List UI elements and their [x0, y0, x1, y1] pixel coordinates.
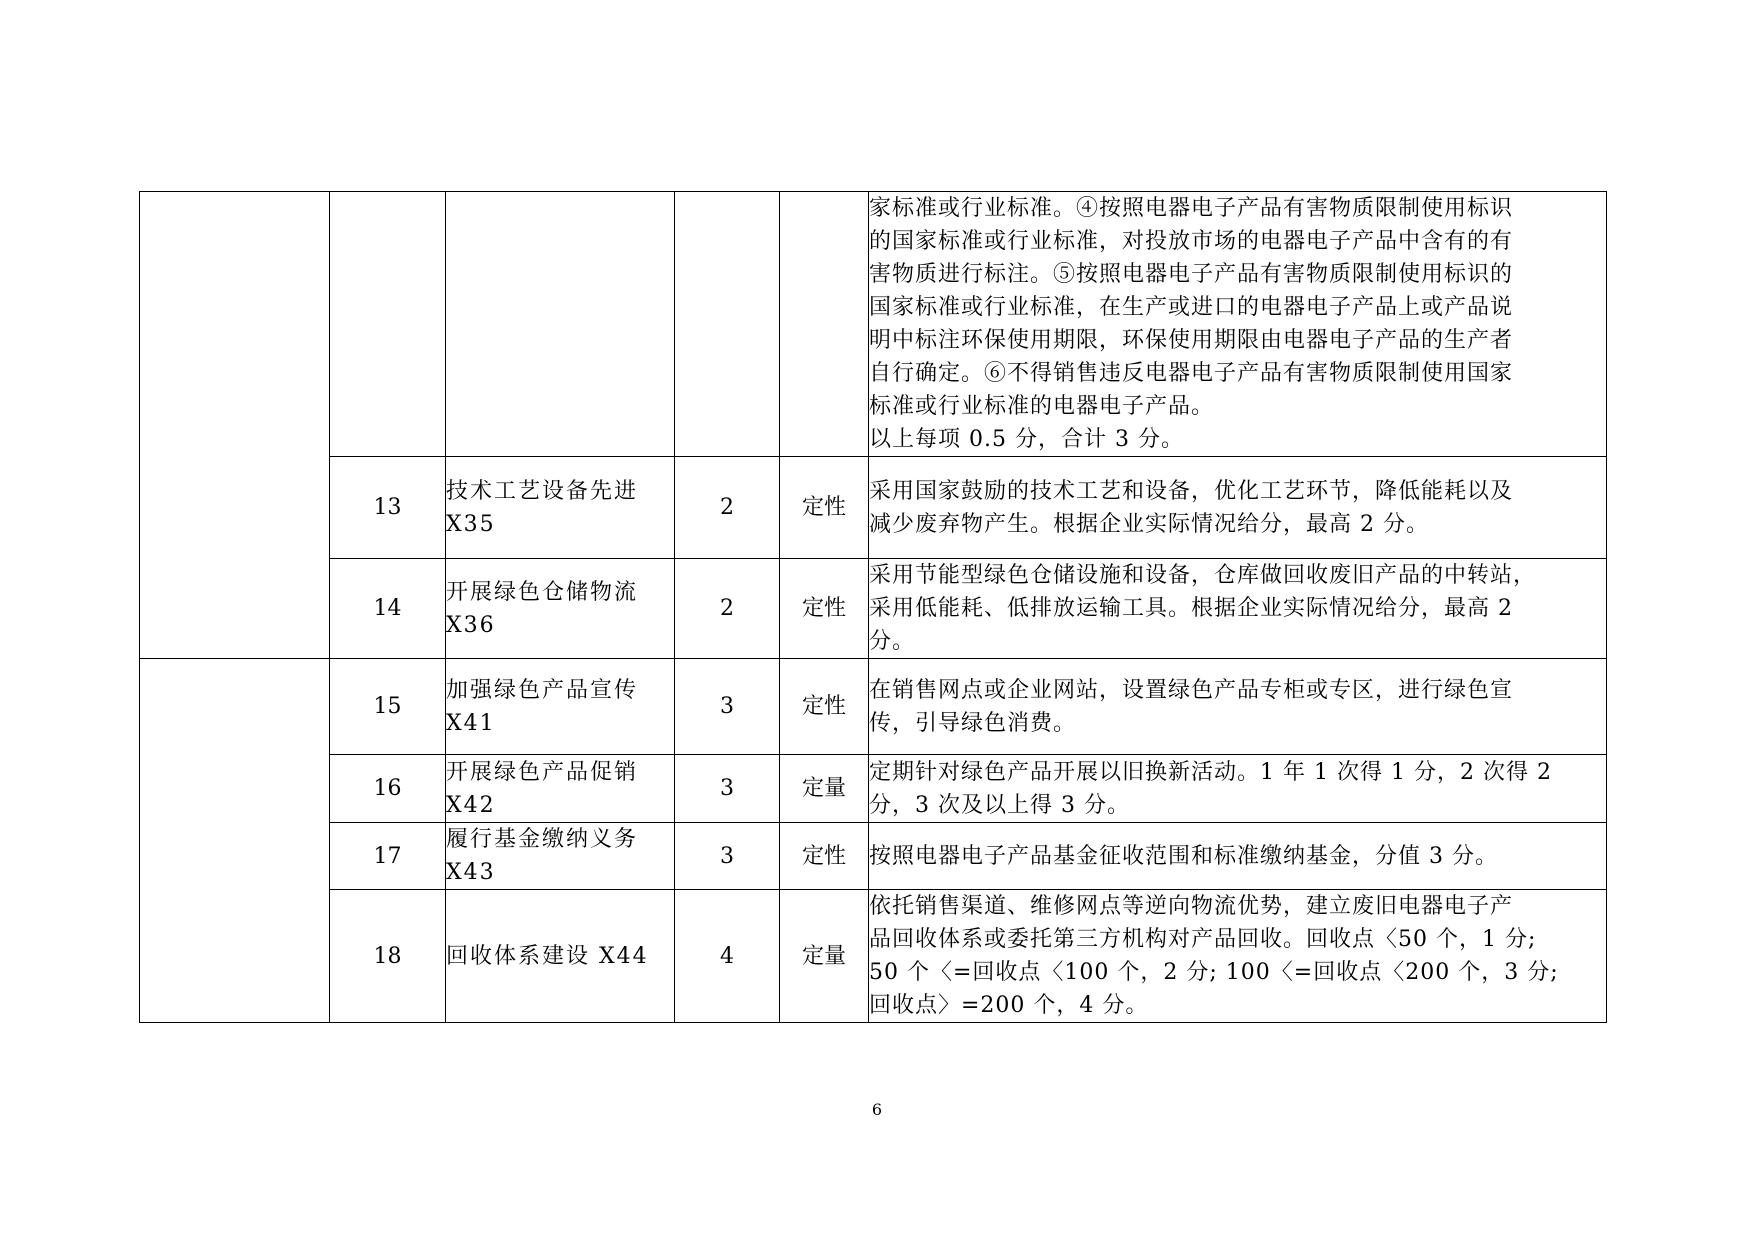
criteria-line: 依托销售渠道、维修网点等逆向物流优势，建立废旧电器电子产	[869, 894, 1514, 919]
criteria-line: 家标准或行业标准。④按照电器电子产品有害物质限制使用标识	[869, 196, 1514, 221]
index-cell: 15	[330, 659, 446, 755]
indicator-line: X41	[446, 710, 496, 736]
criteria-cell	[869, 890, 1607, 1023]
criteria-cell	[869, 192, 1607, 457]
indicator-cell	[446, 890, 675, 1023]
indicator-line: 开展绿色仓储物流	[446, 579, 639, 605]
indicator-line: X43	[446, 860, 496, 885]
indicator-line: 加强绿色产品宣传	[446, 677, 639, 703]
indicator-cell	[446, 457, 675, 559]
evaluation-table	[139, 191, 1607, 1023]
table-row	[140, 755, 1607, 823]
criteria-line: 品回收体系或委托第三方机构对产品回收。回收点〈50 个，1 分;	[869, 927, 1537, 952]
criteria-line: 害物质进行标注。⑤按照电器电子产品有害物质限制使用标识的	[869, 262, 1514, 287]
indicator-line: 技术工艺设备先进	[446, 478, 639, 504]
index-cell: 14	[330, 559, 446, 659]
criteria-line: 回收点〉=200 个，4 分。	[869, 993, 1149, 1018]
criteria-line: 定期针对绿色产品开展以旧换新活动。1 年 1 次得 1 分，2 次得 2	[869, 759, 1552, 785]
indicator-line: X42	[446, 792, 496, 818]
index-cell	[330, 192, 446, 457]
type-cell: 定性	[780, 659, 869, 755]
criteria-line: 以上每项 0.5 分，合计 3 分。	[869, 427, 1184, 452]
criteria-line: 明中标注环保使用期限，环保使用期限由电器电子产品的生产者	[869, 328, 1514, 353]
indicator-line: X35	[446, 511, 496, 537]
score-cell: 3	[675, 823, 780, 890]
score-cell: 2	[675, 559, 780, 659]
type-cell: 定性	[780, 559, 869, 659]
criteria-line: 自行确定。⑥不得销售违反电器电子产品有害物质限制使用国家	[869, 361, 1514, 386]
type-cell: 定性	[780, 457, 869, 559]
table-row	[140, 890, 1607, 1023]
criteria-cell	[869, 659, 1607, 755]
criteria-line: 分。	[869, 629, 916, 654]
criteria-line: 在销售网点或企业网站，设置绿色产品专柜或专区，进行绿色宣	[869, 677, 1514, 703]
criteria-cell	[869, 457, 1607, 559]
score-cell	[675, 192, 780, 457]
criteria-line: 减少废弃物产生。根据企业实际情况给分，最高 2 分。	[869, 511, 1429, 537]
type-cell: 定性	[780, 823, 869, 890]
criteria-cell	[869, 755, 1607, 823]
score-cell: 4	[675, 890, 780, 1023]
criteria-cell	[869, 559, 1607, 659]
criteria-line: 50 个〈=回收点〈100 个，2 分; 100〈=回收点〈200 个，3 分;	[869, 960, 1559, 985]
indicator-cell	[446, 823, 675, 890]
criteria-line: 的国家标准或行业标准，对投放市场的电器电子产品中含有的有	[869, 229, 1514, 254]
indicator-cell	[446, 755, 675, 823]
criteria-line: 国家标准或行业标准，在生产或进口的电器电子产品上或产品说	[869, 295, 1514, 320]
criteria-line: 采用低能耗、低排放运输工具。根据企业实际情况给分，最高 2	[869, 596, 1513, 621]
indicator-line: X36	[446, 612, 496, 638]
page-number: 6	[871, 1100, 883, 1119]
category-cell	[140, 192, 330, 659]
indicator-line: 履行基金缴纳义务	[446, 827, 639, 852]
indicator-line: 回收体系建设 X44	[446, 943, 649, 969]
score-cell: 2	[675, 457, 780, 559]
index-cell: 18	[330, 890, 446, 1023]
indicator-cell	[446, 559, 675, 659]
indicator-cell	[446, 192, 675, 457]
type-cell	[780, 192, 869, 457]
criteria-line: 分，3 次及以上得 3 分。	[869, 792, 1130, 818]
criteria-cell	[869, 823, 1607, 890]
category-cell	[140, 659, 330, 1023]
index-cell: 17	[330, 823, 446, 890]
type-cell: 定量	[780, 890, 869, 1023]
criteria-line: 采用节能型绿色仓储设施和设备，仓库做回收废旧产品的中转站，	[869, 563, 1537, 588]
table-row	[140, 457, 1607, 559]
criteria-line: 标准或行业标准的电器电子产品。	[869, 394, 1215, 419]
indicator-cell	[446, 659, 675, 755]
score-cell: 3	[675, 755, 780, 823]
criteria-line: 按照电器电子产品基金征收范围和标准缴纳基金，分值 3 分。	[869, 843, 1498, 869]
table-row	[140, 823, 1607, 890]
indicator-line: 开展绿色产品促销	[446, 759, 639, 785]
table-row	[140, 659, 1607, 755]
criteria-line: 采用国家鼓励的技术工艺和设备，优化工艺环节，降低能耗以及	[869, 478, 1514, 504]
score-cell: 3	[675, 659, 780, 755]
table-row	[140, 559, 1607, 659]
index-cell: 13	[330, 457, 446, 559]
index-cell: 16	[330, 755, 446, 823]
criteria-line: 传，引导绿色消费。	[869, 710, 1077, 736]
table-row	[140, 192, 1607, 457]
type-cell: 定量	[780, 755, 869, 823]
